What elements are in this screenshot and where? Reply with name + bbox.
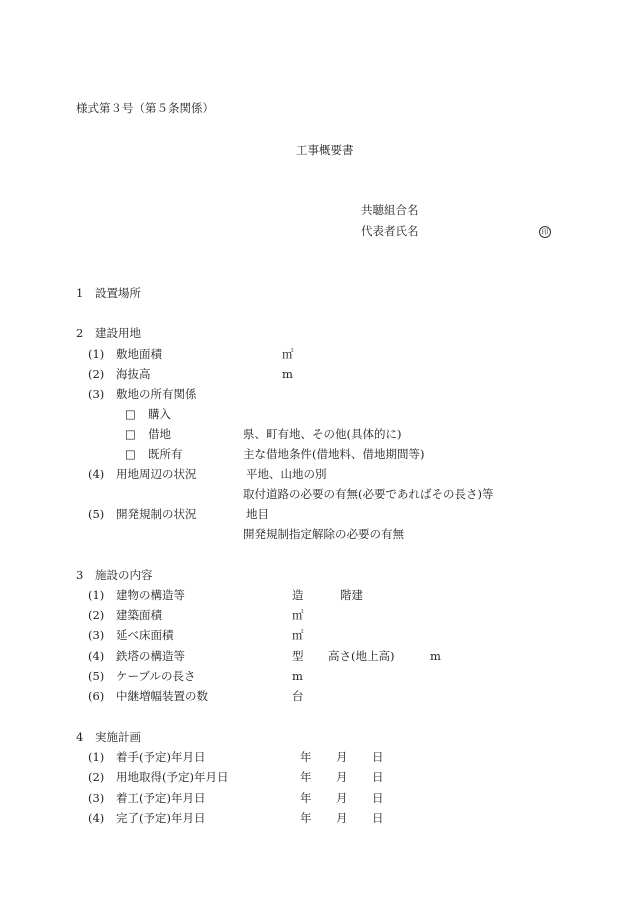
section-1-title: 設置場所 bbox=[95, 286, 141, 300]
land-date-number: (2) bbox=[88, 770, 105, 784]
association-name-label: 共聴組合名 bbox=[361, 203, 419, 217]
representative-name-label: 代表者氏名 bbox=[361, 224, 419, 238]
amplifier-unit: 台 bbox=[292, 689, 304, 703]
tower-number: (4) bbox=[88, 649, 105, 663]
section-4-number: 4 bbox=[76, 730, 84, 744]
land-date-year: 年 bbox=[300, 770, 312, 784]
tower-height-label: 高さ(地上高) bbox=[328, 649, 395, 663]
amplifier-label: 中継増幅装置の数 bbox=[116, 689, 208, 703]
completion-date-number: (4) bbox=[88, 811, 105, 825]
start-date-day: 日 bbox=[372, 750, 384, 764]
owned-checkbox[interactable]: □ bbox=[125, 447, 136, 461]
section-2-title: 建設用地 bbox=[95, 326, 141, 340]
leased-land-checkbox[interactable]: □ bbox=[125, 427, 136, 441]
floor-area-label: 延べ床面積 bbox=[116, 628, 174, 642]
section-3-title: 施設の内容 bbox=[95, 568, 153, 582]
land-date-day: 日 bbox=[372, 770, 384, 784]
floor-area-unit: ㎡ bbox=[292, 628, 304, 642]
completion-date-year: 年 bbox=[300, 811, 312, 825]
building-floors-unit: 階建 bbox=[340, 588, 363, 602]
construction-date-month: 月 bbox=[336, 791, 348, 805]
surroundings-number: (4) bbox=[88, 467, 105, 481]
site-area-label: 敷地面積 bbox=[116, 347, 162, 361]
surroundings-note-2: 取付道路の必要の有無(必要であればその長さ)等 bbox=[243, 487, 494, 501]
elevation-number: (2) bbox=[88, 367, 105, 381]
cable-unit: m bbox=[292, 669, 303, 683]
section-3-number: 3 bbox=[76, 568, 84, 582]
section-1-number: 1 bbox=[76, 286, 84, 300]
elevation-unit: m bbox=[282, 367, 293, 381]
building-label: 建物の構造等 bbox=[116, 588, 185, 602]
construction-date-number: (3) bbox=[88, 791, 105, 805]
land-date-label: 用地取得(予定)年月日 bbox=[116, 770, 229, 784]
building-area-label: 建築面積 bbox=[116, 608, 162, 622]
building-number: (1) bbox=[88, 588, 105, 602]
elevation-label: 海抜高 bbox=[116, 367, 151, 381]
tower-type-unit: 型 bbox=[292, 649, 304, 663]
site-area-number: (1) bbox=[88, 347, 105, 361]
cable-number: (5) bbox=[88, 669, 105, 683]
owned-note: 主な借地条件(借地料、借地期間等) bbox=[243, 447, 425, 461]
amplifier-number: (6) bbox=[88, 689, 105, 703]
tower-height-unit: m bbox=[430, 649, 441, 663]
start-date-year: 年 bbox=[300, 750, 312, 764]
completion-date-month: 月 bbox=[336, 811, 348, 825]
construction-date-day: 日 bbox=[372, 791, 384, 805]
surroundings-label: 用地周辺の状況 bbox=[116, 467, 197, 481]
purchase-checkbox[interactable]: □ bbox=[125, 407, 136, 421]
cable-label: ケーブルの長さ bbox=[116, 669, 196, 683]
section-2-number: 2 bbox=[76, 326, 84, 340]
purchase-label: 購入 bbox=[148, 407, 171, 421]
regulation-label: 開発規制の状況 bbox=[116, 507, 197, 521]
completion-date-label: 完了(予定)年月日 bbox=[116, 811, 206, 825]
construction-date-label: 着工(予定)年月日 bbox=[116, 791, 206, 805]
regulation-note-2: 開発規制指定解除の必要の有無 bbox=[243, 527, 404, 541]
leased-land-label: 借地 bbox=[148, 427, 171, 441]
regulation-note-1: 地目 bbox=[246, 507, 269, 521]
building-area-number: (2) bbox=[88, 608, 105, 622]
owned-label: 既所有 bbox=[148, 447, 183, 461]
section-4-title: 実施計画 bbox=[95, 730, 141, 744]
leased-land-note: 県、町有地、その他(具体的に) bbox=[243, 427, 402, 441]
ownership-number: (3) bbox=[88, 387, 105, 401]
start-date-number: (1) bbox=[88, 750, 105, 764]
surroundings-note-1: 平地、山地の別 bbox=[246, 467, 327, 481]
completion-date-day: 日 bbox=[372, 811, 384, 825]
land-date-month: 月 bbox=[336, 770, 348, 784]
building-structure-unit: 造 bbox=[292, 588, 304, 602]
start-date-month: 月 bbox=[336, 750, 348, 764]
ownership-label: 敷地の所有関係 bbox=[116, 387, 197, 401]
floor-area-number: (3) bbox=[88, 628, 105, 642]
document-title: 工事概要書 bbox=[296, 143, 354, 157]
regulation-number: (5) bbox=[88, 507, 105, 521]
start-date-label: 着手(予定)年月日 bbox=[116, 750, 206, 764]
seal-mark-icon: 印 bbox=[539, 226, 551, 238]
tower-label: 鉄塔の構造等 bbox=[116, 649, 185, 663]
construction-date-year: 年 bbox=[300, 791, 312, 805]
site-area-unit: ㎡ bbox=[282, 347, 294, 361]
form-number: 様式第３号（第５条関係） bbox=[76, 101, 214, 115]
building-area-unit: ㎡ bbox=[292, 608, 304, 622]
